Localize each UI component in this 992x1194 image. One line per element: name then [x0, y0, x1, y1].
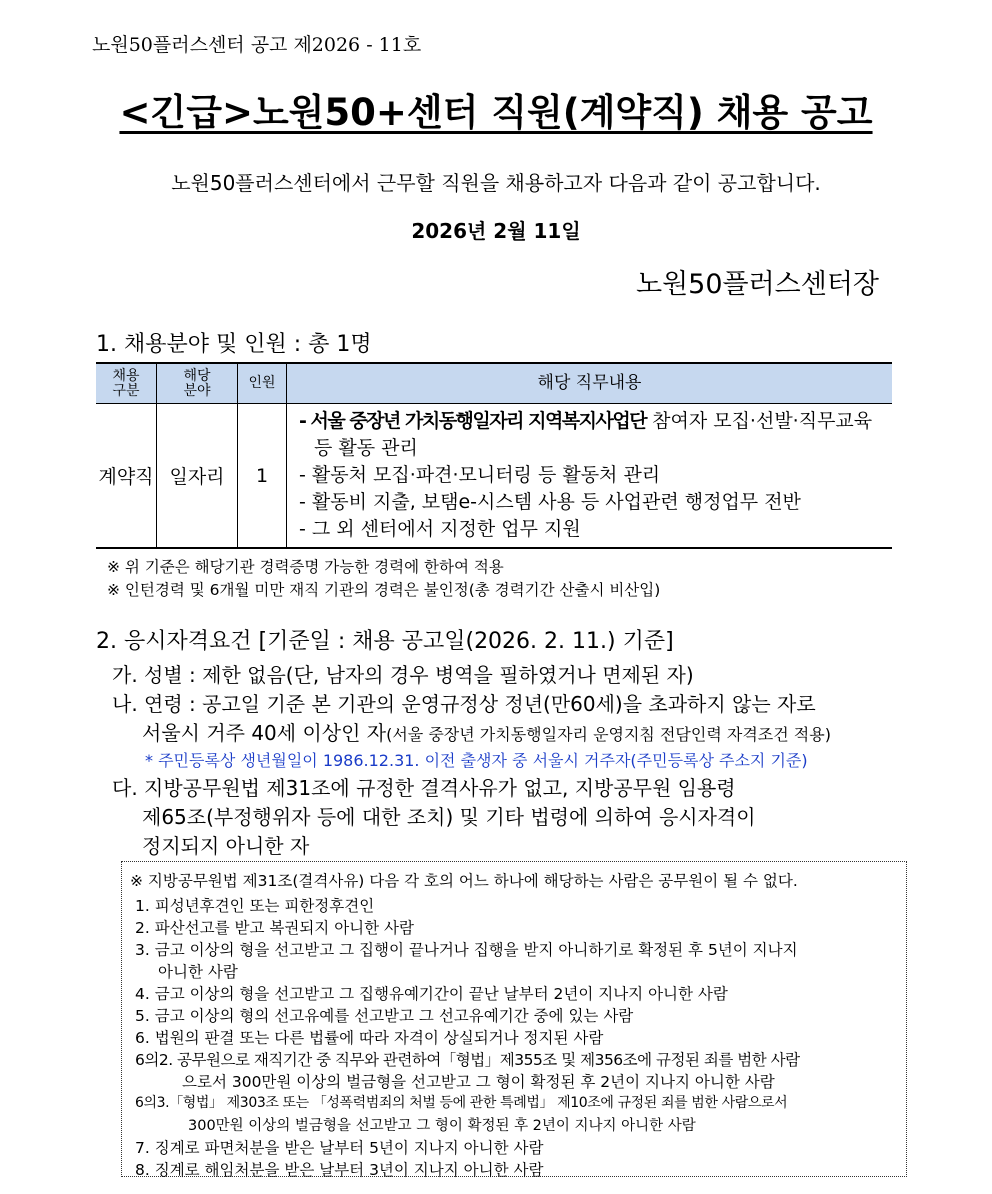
- header-recruit-type-line2: 구분: [112, 382, 140, 399]
- intro-text: 노원50플러스센터에서 근무할 직원을 채용하고자 다음과 같이 공고합니다.: [171, 171, 821, 195]
- qualification-disqualification-line3: 정지되지 아니한 자: [142, 834, 310, 858]
- qualification-age-line2: [142, 717, 831, 746]
- law-item-7: 7. 징계로 파면처분을 받은 날부터 5년이 지나지 아니한 사람: [135, 1139, 544, 1157]
- duty-item-4: - 그 외 센터에서 지정한 업무 지원: [299, 518, 581, 540]
- qualification-age-note: (서울 중장년 가치동행일자리 운영지침 전담인력 자격조건 적용): [386, 725, 831, 744]
- duty-item-1: [299, 408, 888, 462]
- duty-item-1-bold: - 서울 중장년 가치동행일자리 지역복지사업단: [299, 410, 647, 432]
- section-heading-recruit-field: 1. 채용분야 및 인원 : 총 1명: [96, 332, 372, 357]
- qualification-gender: 가. 성별 : 제한 없음(단, 남자의 경우 병역을 필하였거나 면제된 자): [112, 663, 694, 687]
- qualification-disqualification-line2: 제65조(부정행위자 등에 대한 조치) 및 기타 법령에 의하여 응시자격이: [142, 805, 756, 829]
- table-row: [96, 404, 892, 549]
- law-item-6: 6. 법원의 판결 또는 다른 법률에 따라 자격이 상실되거나 정지된 사람: [135, 1029, 604, 1047]
- duty-item-2: - 활동처 모집·파견·모니터링 등 활동처 관리: [299, 464, 661, 486]
- law-item-1: 1. 피성년후견인 또는 피한정후견인: [135, 897, 375, 915]
- law-item-2: 2. 파산선고를 받고 복권되지 아니한 사람: [135, 919, 414, 937]
- law-item-8: 8. 징계로 해임처분을 받은 날부터 3년이 지나지 아니한 사람: [135, 1161, 544, 1179]
- document-title: <긴급>노원50+센터 직원(계약직) 채용 공고: [119, 91, 873, 134]
- issuer-name: 노원50플러스센터장: [635, 269, 879, 300]
- header-recruit-type: [96, 363, 157, 404]
- law-item-6-2: 6의2. 공무원으로 재직기간 중 직무와 관련하여「형법」제355조 및 제356조에 규정된 죄를 범한 사람: [135, 1051, 800, 1069]
- law-excerpt-title: ※ 지방공무원법 제31조(결격사유) 다음 각 호의 어느 하나에 해당하는 사람은 공무원이 될 수 없다.: [130, 872, 798, 890]
- header-field-line1: 해당: [183, 367, 211, 384]
- cell-field: 일자리: [157, 404, 238, 549]
- law-item-3: 3. 금고 이상의 형을 선고받고 그 집행이 끝나거나 집행을 받지 아니하기로 확정된 후 5년이 지나지: [135, 941, 798, 959]
- duty-item-1-rest: 참여자 모집·선발·직무교육 등 활동 관리: [314, 410, 873, 459]
- law-item-5: 5. 금고 이상의 형의 선고유예를 선고받고 그 선고유예기간 중에 있는 사람: [135, 1007, 634, 1025]
- cell-recruit-type: 계약직: [96, 404, 157, 549]
- qualification-residence-note: * 주민등록상 생년월일이 1986.12.31. 이전 출생자 중 서울시 거주자(주민등록상 주소지 기준): [145, 751, 808, 770]
- notice-date: 2026년 2월 11일: [411, 219, 581, 243]
- cell-headcount: 1: [238, 404, 287, 549]
- qualification-age-main: 서울시 거주 40세 이상인 자: [142, 721, 387, 745]
- duty-item-3: - 활동비 지출, 보탬e-시스템 사용 등 사업관련 행정업무 전반: [299, 491, 801, 513]
- law-item-6-2-cont: 으로서 300만원 이상의 벌금형을 선고받고 그 형이 확정된 후 2년이 지나지 아니한 사람: [182, 1073, 775, 1091]
- notice-number: 노원50플러스센터 공고 제2026 - 11호: [92, 34, 422, 56]
- table-header-row: [96, 363, 892, 404]
- header-recruit-type-line1: 채용: [112, 367, 140, 384]
- law-item-4: 4. 금고 이상의 형을 선고받고 그 집행유예기간이 끝난 날부터 2년이 지나지 아니한 사람: [135, 985, 728, 1003]
- section-heading-qualification: 2. 응시자격요건 [기준일 : 채용 공고일(2026. 2. 11.) 기준]: [96, 629, 674, 654]
- header-field: [157, 363, 238, 404]
- note-intern-career: ※ 인턴경력 및 6개월 미만 재직 기관의 경력은 불인정(총 경력기간 산출시 비산입): [107, 581, 661, 599]
- law-excerpt-box: [121, 861, 907, 1177]
- recruitment-table: [96, 362, 892, 549]
- cell-duties: [287, 404, 893, 549]
- qualification-age-line1: 나. 연령 : 공고일 기준 본 기관의 운영규정상 정년(만60세)을 초과하지 않는 자로: [112, 692, 816, 716]
- note-career-proof: ※ 위 기준은 해당기관 경력증명 가능한 경력에 한하여 적용: [107, 558, 504, 576]
- law-item-6-3: 6의3.「형법」 제303조 또는 「성폭력범죄의 처벌 등에 관한 특례법」 제10조에 규정된 죄를 범한 사람으로서: [135, 1095, 788, 1111]
- header-duties: 해당 직무내용: [287, 363, 893, 404]
- law-item-3-cont: 아니한 사람: [158, 963, 238, 981]
- qualification-disqualification-line1: 다. 지방공무원법 제31조에 규정한 결격사유가 없고, 지방공무원 임용령: [112, 776, 736, 800]
- header-headcount: 인원: [238, 363, 287, 404]
- header-field-line2: 분야: [183, 382, 211, 399]
- law-item-6-3-cont: 300만원 이상의 벌금형을 선고받고 그 형이 확정된 후 2년이 지나지 아니한 사람: [188, 1118, 696, 1134]
